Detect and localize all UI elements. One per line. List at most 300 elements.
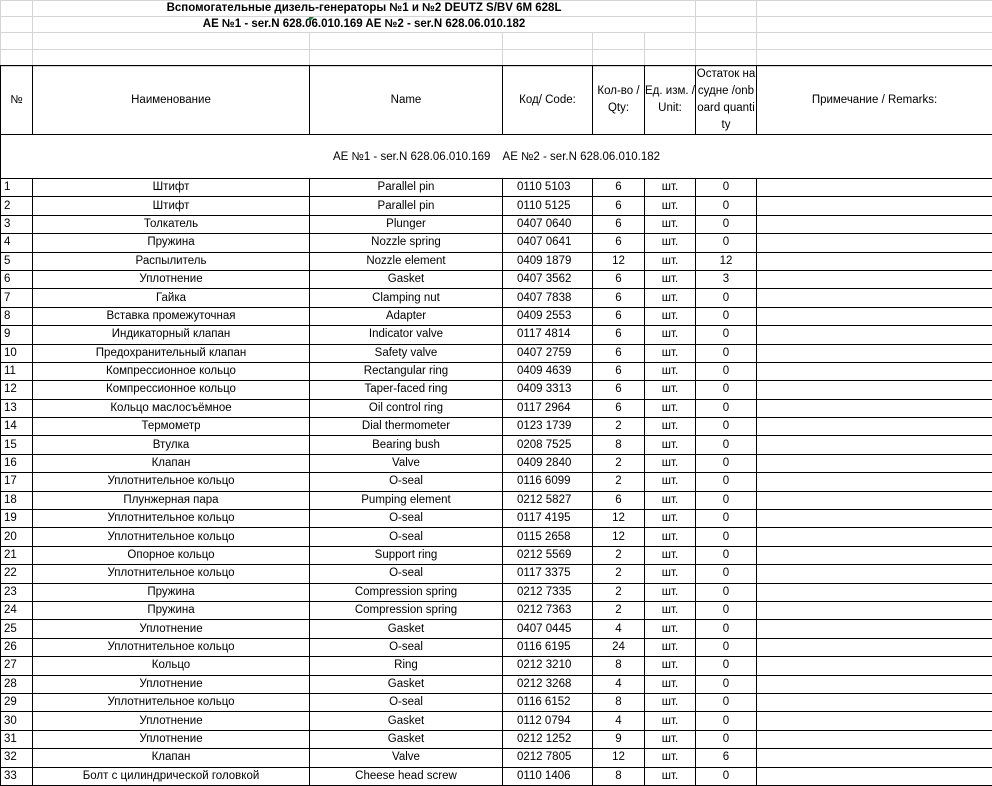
cell[interactable] — [645, 33, 696, 50]
cell-qty[interactable]: 12 — [593, 252, 645, 270]
cell-name-ru[interactable]: Уплотнительное кольцо — [33, 528, 310, 546]
cell-onboard[interactable]: 0 — [696, 510, 757, 528]
cell-remarks[interactable] — [757, 528, 992, 546]
cell-code[interactable]: 0110 5103 — [503, 179, 593, 197]
cell-qty[interactable]: 2 — [593, 454, 645, 472]
cell-onboard[interactable]: 0 — [696, 546, 757, 564]
cell-onboard[interactable]: 0 — [696, 234, 757, 252]
cell-code[interactable]: 0212 3268 — [503, 675, 593, 693]
cell-remarks[interactable] — [757, 234, 992, 252]
cell-name-ru[interactable]: Кольцо маслосъёмное — [33, 399, 310, 417]
cell-no[interactable]: 22 — [1, 565, 33, 583]
cell-code[interactable]: 0407 2759 — [503, 344, 593, 362]
cell-name-ru[interactable]: Гайка — [33, 289, 310, 307]
cell-onboard[interactable]: 0 — [696, 215, 757, 233]
cell-onboard[interactable]: 0 — [696, 436, 757, 454]
cell-qty[interactable]: 8 — [593, 693, 645, 711]
cell-qty[interactable]: 6 — [593, 234, 645, 252]
cell-name-en[interactable]: Gasket — [310, 620, 503, 638]
cell-remarks[interactable] — [757, 307, 992, 325]
cell-qty[interactable]: 8 — [593, 657, 645, 675]
cell-remarks[interactable] — [757, 620, 992, 638]
cell[interactable] — [757, 17, 992, 33]
cell-code[interactable]: 0407 3562 — [503, 270, 593, 288]
cell-name-ru[interactable]: Пружина — [33, 234, 310, 252]
cell-no[interactable]: 20 — [1, 528, 33, 546]
cell-unit[interactable]: шт. — [645, 252, 696, 270]
cell-onboard[interactable]: 0 — [696, 675, 757, 693]
cell-name-ru[interactable]: Плунжерная пара — [33, 491, 310, 509]
cell-name-ru[interactable]: Уплотнение — [33, 730, 310, 748]
cell-onboard[interactable]: 0 — [696, 399, 757, 417]
cell-no[interactable]: 29 — [1, 693, 33, 711]
cell-unit[interactable]: шт. — [645, 289, 696, 307]
cell-qty[interactable]: 6 — [593, 197, 645, 215]
cell-unit[interactable]: шт. — [645, 491, 696, 509]
cell-qty[interactable]: 8 — [593, 767, 645, 785]
cell-no[interactable]: 3 — [1, 215, 33, 233]
header-code[interactable]: Код/ Code: — [503, 66, 593, 135]
cell-unit[interactable]: шт. — [645, 657, 696, 675]
cell-remarks[interactable] — [757, 473, 992, 491]
cell-unit[interactable]: шт. — [645, 399, 696, 417]
cell-no[interactable]: 15 — [1, 436, 33, 454]
cell-name-ru[interactable]: Уплотнение — [33, 712, 310, 730]
cell-qty[interactable]: 2 — [593, 601, 645, 619]
cell[interactable] — [33, 33, 310, 50]
cell-code[interactable]: 0117 2964 — [503, 399, 593, 417]
cell-code[interactable]: 0407 0445 — [503, 620, 593, 638]
cell-no[interactable]: 9 — [1, 326, 33, 344]
cell-remarks[interactable] — [757, 675, 992, 693]
cell-qty[interactable]: 12 — [593, 528, 645, 546]
cell-no[interactable]: 17 — [1, 473, 33, 491]
cell-code[interactable]: 0115 2658 — [503, 528, 593, 546]
cell-name-ru[interactable]: Компрессионное кольцо — [33, 381, 310, 399]
cell-onboard[interactable]: 0 — [696, 620, 757, 638]
cell-no[interactable]: 4 — [1, 234, 33, 252]
cell-name-en[interactable]: Cheese head screw — [310, 767, 503, 785]
cell-unit[interactable]: шт. — [645, 362, 696, 380]
cell-no[interactable]: 32 — [1, 749, 33, 767]
cell-code[interactable]: 0409 2840 — [503, 454, 593, 472]
cell-unit[interactable]: шт. — [645, 418, 696, 436]
cell-name-ru[interactable]: Болт с цилиндрической головкой — [33, 767, 310, 785]
cell-unit[interactable]: шт. — [645, 197, 696, 215]
cell-no[interactable]: 14 — [1, 418, 33, 436]
cell-onboard[interactable]: 0 — [696, 381, 757, 399]
cell-code[interactable]: 0117 4195 — [503, 510, 593, 528]
cell-unit[interactable]: шт. — [645, 730, 696, 748]
cell-name-en[interactable]: Support ring — [310, 546, 503, 564]
cell-code[interactable]: 0407 7838 — [503, 289, 593, 307]
cell[interactable] — [310, 50, 503, 67]
cell-name-ru[interactable]: Термометр — [33, 418, 310, 436]
cell-remarks[interactable] — [757, 252, 992, 270]
cell-onboard[interactable]: 12 — [696, 252, 757, 270]
cell-remarks[interactable] — [757, 270, 992, 288]
cell-remarks[interactable] — [757, 326, 992, 344]
cell[interactable] — [1, 33, 33, 50]
cell-unit[interactable]: шт. — [645, 270, 696, 288]
cell-name-en[interactable]: Adapter — [310, 307, 503, 325]
cell-name-en[interactable]: Gasket — [310, 712, 503, 730]
cell-remarks[interactable] — [757, 546, 992, 564]
cell-name-ru[interactable]: Уплотнительное кольцо — [33, 565, 310, 583]
cell-no[interactable]: 24 — [1, 601, 33, 619]
cell[interactable] — [757, 1, 992, 17]
cell-remarks[interactable] — [757, 638, 992, 656]
cell-code[interactable]: 0212 5827 — [503, 491, 593, 509]
cell-no[interactable]: 6 — [1, 270, 33, 288]
cell-qty[interactable]: 9 — [593, 730, 645, 748]
cell-onboard[interactable]: 0 — [696, 454, 757, 472]
cell-remarks[interactable] — [757, 583, 992, 601]
cell-name-en[interactable]: Nozzle spring — [310, 234, 503, 252]
cell-code[interactable]: 0123 1739 — [503, 418, 593, 436]
cell-onboard[interactable]: 0 — [696, 197, 757, 215]
cell-onboard[interactable]: 0 — [696, 657, 757, 675]
sheet-title[interactable]: Вспомогательные дизель-генераторы №1 и №2 DEUTZ S/BV 6M 628L — [33, 1, 696, 17]
cell-unit[interactable]: шт. — [645, 546, 696, 564]
cell-no[interactable]: 30 — [1, 712, 33, 730]
cell-name-en[interactable]: Valve — [310, 749, 503, 767]
cell-name-en[interactable]: Gasket — [310, 675, 503, 693]
cell-name-ru[interactable]: Кольцо — [33, 657, 310, 675]
cell-onboard[interactable]: 0 — [696, 344, 757, 362]
cell-name-ru[interactable]: Штифт — [33, 179, 310, 197]
cell[interactable] — [593, 33, 645, 50]
cell-name-en[interactable]: Nozzle element — [310, 252, 503, 270]
cell-unit[interactable]: шт. — [645, 767, 696, 785]
cell-name-en[interactable]: Valve — [310, 454, 503, 472]
cell-name-ru[interactable]: Уплотнительное кольцо — [33, 638, 310, 656]
cell-code[interactable]: 0208 7525 — [503, 436, 593, 454]
cell-name-en[interactable]: Parallel pin — [310, 179, 503, 197]
cell-no[interactable]: 31 — [1, 730, 33, 748]
cell-name-ru[interactable]: Индикаторный клапан — [33, 326, 310, 344]
cell-qty[interactable]: 2 — [593, 546, 645, 564]
cell-code[interactable]: 0212 5569 — [503, 546, 593, 564]
cell-remarks[interactable] — [757, 362, 992, 380]
cell-name-ru[interactable]: Предохранительный клапан — [33, 344, 310, 362]
cell-remarks[interactable] — [757, 510, 992, 528]
cell-code[interactable]: 0116 6152 — [503, 693, 593, 711]
cell[interactable] — [33, 50, 310, 67]
cell[interactable] — [696, 33, 757, 50]
cell-remarks[interactable] — [757, 565, 992, 583]
cell-unit[interactable]: шт. — [645, 693, 696, 711]
cell-no[interactable]: 5 — [1, 252, 33, 270]
cell-unit[interactable]: шт. — [645, 601, 696, 619]
cell-remarks[interactable] — [757, 418, 992, 436]
cell-qty[interactable]: 6 — [593, 307, 645, 325]
header-remarks[interactable]: Примечание / Remarks: — [757, 66, 992, 135]
cell-code[interactable]: 0116 6099 — [503, 473, 593, 491]
cell-name-ru[interactable]: Компрессионное кольцо — [33, 362, 310, 380]
cell-qty[interactable]: 6 — [593, 344, 645, 362]
cell[interactable] — [757, 33, 992, 50]
cell-unit[interactable]: шт. — [645, 344, 696, 362]
cell-name-en[interactable]: Ring — [310, 657, 503, 675]
cell-no[interactable]: 2 — [1, 197, 33, 215]
cell-name-en[interactable]: Compression spring — [310, 601, 503, 619]
cell-code[interactable]: 0117 4814 — [503, 326, 593, 344]
cell-remarks[interactable] — [757, 657, 992, 675]
cell-unit[interactable]: шт. — [645, 436, 696, 454]
cell-qty[interactable]: 6 — [593, 326, 645, 344]
header-name-ru[interactable]: Наименование — [33, 66, 310, 135]
cell-remarks[interactable] — [757, 749, 992, 767]
cell-code[interactable]: 0409 4639 — [503, 362, 593, 380]
cell-qty[interactable]: 12 — [593, 749, 645, 767]
cell-code[interactable]: 0117 3375 — [503, 565, 593, 583]
cell-unit[interactable]: шт. — [645, 326, 696, 344]
cell-remarks[interactable] — [757, 179, 992, 197]
cell-qty[interactable]: 4 — [593, 675, 645, 693]
cell-name-ru[interactable]: Уплотнение — [33, 675, 310, 693]
cell-onboard[interactable]: 0 — [696, 418, 757, 436]
cell-remarks[interactable] — [757, 197, 992, 215]
cell-name-ru[interactable]: Клапан — [33, 454, 310, 472]
cell-onboard[interactable]: 0 — [696, 179, 757, 197]
cell-name-en[interactable]: Compression spring — [310, 583, 503, 601]
cell-unit[interactable]: шт. — [645, 215, 696, 233]
cell-onboard[interactable]: 0 — [696, 307, 757, 325]
cell-no[interactable]: 28 — [1, 675, 33, 693]
cell-name-en[interactable]: Bearing bush — [310, 436, 503, 454]
cell-unit[interactable]: шт. — [645, 510, 696, 528]
table-header-row — [1, 66, 992, 135]
cell-qty[interactable]: 6 — [593, 362, 645, 380]
cell-name-en[interactable]: O-seal — [310, 693, 503, 711]
cell-code[interactable]: 0212 7805 — [503, 749, 593, 767]
header-qty[interactable]: Кол-во / Qty: — [593, 66, 645, 135]
cell-remarks[interactable] — [757, 289, 992, 307]
cell-unit[interactable]: шт. — [645, 620, 696, 638]
header-onboard[interactable]: Остаток на судне /onboard quantity — [696, 66, 757, 135]
cell-qty[interactable]: 6 — [593, 215, 645, 233]
cell[interactable] — [696, 50, 757, 67]
cell-no[interactable]: 27 — [1, 657, 33, 675]
cell-unit[interactable]: шт. — [645, 565, 696, 583]
cell-unit[interactable]: шт. — [645, 638, 696, 656]
cell[interactable] — [696, 17, 757, 33]
cell[interactable] — [593, 50, 645, 67]
cell-qty[interactable]: 2 — [593, 473, 645, 491]
cell-onboard[interactable]: 0 — [696, 693, 757, 711]
cell-onboard[interactable]: 0 — [696, 565, 757, 583]
cell[interactable] — [503, 50, 593, 67]
cell-name-ru[interactable]: Втулка — [33, 436, 310, 454]
cell-remarks[interactable] — [757, 491, 992, 509]
cell-name-en[interactable]: Gasket — [310, 730, 503, 748]
cell-no[interactable]: 7 — [1, 289, 33, 307]
cell-onboard[interactable]: 6 — [696, 749, 757, 767]
cell-no[interactable]: 1 — [1, 179, 33, 197]
cell-name-en[interactable]: O-seal — [310, 473, 503, 491]
table-row — [1, 234, 992, 252]
cell-name-ru[interactable]: Вставка промежуточная — [33, 307, 310, 325]
cell-onboard[interactable]: 0 — [696, 289, 757, 307]
cell-name-ru[interactable]: Пружина — [33, 583, 310, 601]
cell-name-ru[interactable]: Уплотнительное кольцо — [33, 510, 310, 528]
cell-unit[interactable]: шт. — [645, 583, 696, 601]
cell-name-en[interactable]: Plunger — [310, 215, 503, 233]
cell-name-en[interactable]: O-seal — [310, 565, 503, 583]
cell-name-en[interactable]: Indicator valve — [310, 326, 503, 344]
cell-name-ru[interactable]: Уплотнительное кольцо — [33, 693, 310, 711]
header-unit[interactable]: Ед. изм. / Unit: — [645, 66, 696, 135]
cell-qty[interactable]: 6 — [593, 179, 645, 197]
cell-name-ru[interactable]: Опорное кольцо — [33, 546, 310, 564]
cell-name-en[interactable]: Taper-faced ring — [310, 381, 503, 399]
sheet-serials[interactable]: AE №1 - ser.N 628.06.010.169 AE №2 - ser.N 628.06.010.182 — [33, 17, 696, 33]
cell-code[interactable]: 0409 2553 — [503, 307, 593, 325]
cell-name-en[interactable]: Pumping element — [310, 491, 503, 509]
cell-qty[interactable]: 12 — [593, 510, 645, 528]
cell-unit[interactable]: шт. — [645, 528, 696, 546]
cell-onboard[interactable]: 0 — [696, 638, 757, 656]
cell-remarks[interactable] — [757, 454, 992, 472]
cell-onboard[interactable]: 3 — [696, 270, 757, 288]
cell-name-en[interactable]: Dial thermometer — [310, 418, 503, 436]
cell-code[interactable]: 0110 1406 — [503, 767, 593, 785]
cell-code[interactable]: 0407 0640 — [503, 215, 593, 233]
cell[interactable] — [757, 50, 992, 67]
cell-qty[interactable]: 4 — [593, 620, 645, 638]
cell-qty[interactable]: 2 — [593, 418, 645, 436]
cell-no[interactable]: 21 — [1, 546, 33, 564]
cell-code[interactable]: 0212 3210 — [503, 657, 593, 675]
cell-onboard[interactable]: 0 — [696, 730, 757, 748]
cell-code[interactable]: 0116 6195 — [503, 638, 593, 656]
header-name-en[interactable]: Name — [310, 66, 503, 135]
cell-remarks[interactable] — [757, 436, 992, 454]
cell-qty[interactable]: 6 — [593, 399, 645, 417]
cell-code[interactable]: 0212 7335 — [503, 583, 593, 601]
cell-unit[interactable]: шт. — [645, 179, 696, 197]
cell-onboard[interactable]: 0 — [696, 583, 757, 601]
cell-remarks[interactable] — [757, 215, 992, 233]
cell-qty[interactable]: 6 — [593, 491, 645, 509]
cell-no[interactable]: 10 — [1, 344, 33, 362]
cell[interactable] — [1, 17, 33, 33]
cell-name-ru[interactable]: Толкатель — [33, 215, 310, 233]
cell-name-ru[interactable]: Клапан — [33, 749, 310, 767]
table-row — [1, 491, 992, 509]
cell-no[interactable]: 23 — [1, 583, 33, 601]
cell-remarks[interactable] — [757, 712, 992, 730]
cell-name-en[interactable]: Clamping nut — [310, 289, 503, 307]
cell-unit[interactable]: шт. — [645, 749, 696, 767]
cell-no[interactable]: 8 — [1, 307, 33, 325]
cell-name-en[interactable]: O-seal — [310, 510, 503, 528]
cell-no[interactable]: 18 — [1, 491, 33, 509]
cell-remarks[interactable] — [757, 730, 992, 748]
cell[interactable] — [696, 1, 757, 17]
cell-no[interactable]: 12 — [1, 381, 33, 399]
cell-unit[interactable]: шт. — [645, 712, 696, 730]
cell-onboard[interactable]: 0 — [696, 528, 757, 546]
cell-remarks[interactable] — [757, 344, 992, 362]
cell-name-ru[interactable]: Пружина — [33, 601, 310, 619]
cell-code[interactable]: 0409 3313 — [503, 381, 593, 399]
cell-code[interactable]: 0407 0641 — [503, 234, 593, 252]
cell-name-ru[interactable]: Уплотнительное кольцо — [33, 473, 310, 491]
cell-name-ru[interactable]: Штифт — [33, 197, 310, 215]
cell-code[interactable]: 0112 0794 — [503, 712, 593, 730]
cell-name-ru[interactable]: Распылитель — [33, 252, 310, 270]
cell-unit[interactable]: шт. — [645, 454, 696, 472]
cell-unit[interactable]: шт. — [645, 675, 696, 693]
cell-no[interactable]: 19 — [1, 510, 33, 528]
cell-onboard[interactable]: 0 — [696, 362, 757, 380]
cell[interactable] — [503, 33, 593, 50]
cell[interactable] — [1, 50, 33, 67]
cell-unit[interactable]: шт. — [645, 234, 696, 252]
cell-onboard[interactable]: 0 — [696, 767, 757, 785]
cell-code[interactable]: 0212 7363 — [503, 601, 593, 619]
cell-qty[interactable]: 6 — [593, 381, 645, 399]
cell-code[interactable]: 0110 5125 — [503, 197, 593, 215]
cell-name-en[interactable]: Parallel pin — [310, 197, 503, 215]
cell-onboard[interactable]: 0 — [696, 326, 757, 344]
cell-no[interactable]: 11 — [1, 362, 33, 380]
cell-remarks[interactable] — [757, 381, 992, 399]
cell-onboard[interactable]: 0 — [696, 601, 757, 619]
cell-name-en[interactable]: Oil control ring — [310, 399, 503, 417]
cell-remarks[interactable] — [757, 601, 992, 619]
cell-onboard[interactable]: 0 — [696, 712, 757, 730]
cell-unit[interactable]: шт. — [645, 381, 696, 399]
cell-no[interactable]: 33 — [1, 767, 33, 785]
cell[interactable] — [310, 33, 503, 50]
cell[interactable] — [645, 50, 696, 67]
cell-code[interactable]: 0409 1879 — [503, 252, 593, 270]
cell-code[interactable]: 0212 1252 — [503, 730, 593, 748]
cell-qty[interactable]: 2 — [593, 583, 645, 601]
cell-remarks[interactable] — [757, 693, 992, 711]
cell-onboard[interactable]: 0 — [696, 491, 757, 509]
cell-name-en[interactable]: O-seal — [310, 638, 503, 656]
cell-qty[interactable]: 24 — [593, 638, 645, 656]
cell-unit[interactable]: шт. — [645, 307, 696, 325]
header-no[interactable]: № — [1, 66, 33, 135]
cell-remarks[interactable] — [757, 399, 992, 417]
cell-name-en[interactable]: Safety valve — [310, 344, 503, 362]
cell[interactable] — [1, 1, 33, 17]
cell-no[interactable]: 26 — [1, 638, 33, 656]
cell-name-ru[interactable]: Уплотнение — [33, 270, 310, 288]
cell-name-ru[interactable]: Уплотнение — [33, 620, 310, 638]
cell-remarks[interactable] — [757, 767, 992, 785]
cell-name-en[interactable]: O-seal — [310, 528, 503, 546]
cell-name-en[interactable]: Rectangular ring — [310, 362, 503, 380]
cell-qty[interactable]: 4 — [593, 712, 645, 730]
cell-qty[interactable]: 6 — [593, 289, 645, 307]
cell-name-en[interactable]: Gasket — [310, 270, 503, 288]
section-serials[interactable]: AE №1 - ser.N 628.06.010.169 AE №2 - ser.N 628.06.010.182 — [1, 135, 992, 179]
cell-onboard[interactable]: 0 — [696, 473, 757, 491]
cell-unit[interactable]: шт. — [645, 473, 696, 491]
cell-no[interactable]: 25 — [1, 620, 33, 638]
cell-no[interactable]: 16 — [1, 454, 33, 472]
cell-qty[interactable]: 2 — [593, 565, 645, 583]
cell-no[interactable]: 13 — [1, 399, 33, 417]
cell-qty[interactable]: 6 — [593, 270, 645, 288]
cell-qty[interactable]: 8 — [593, 436, 645, 454]
